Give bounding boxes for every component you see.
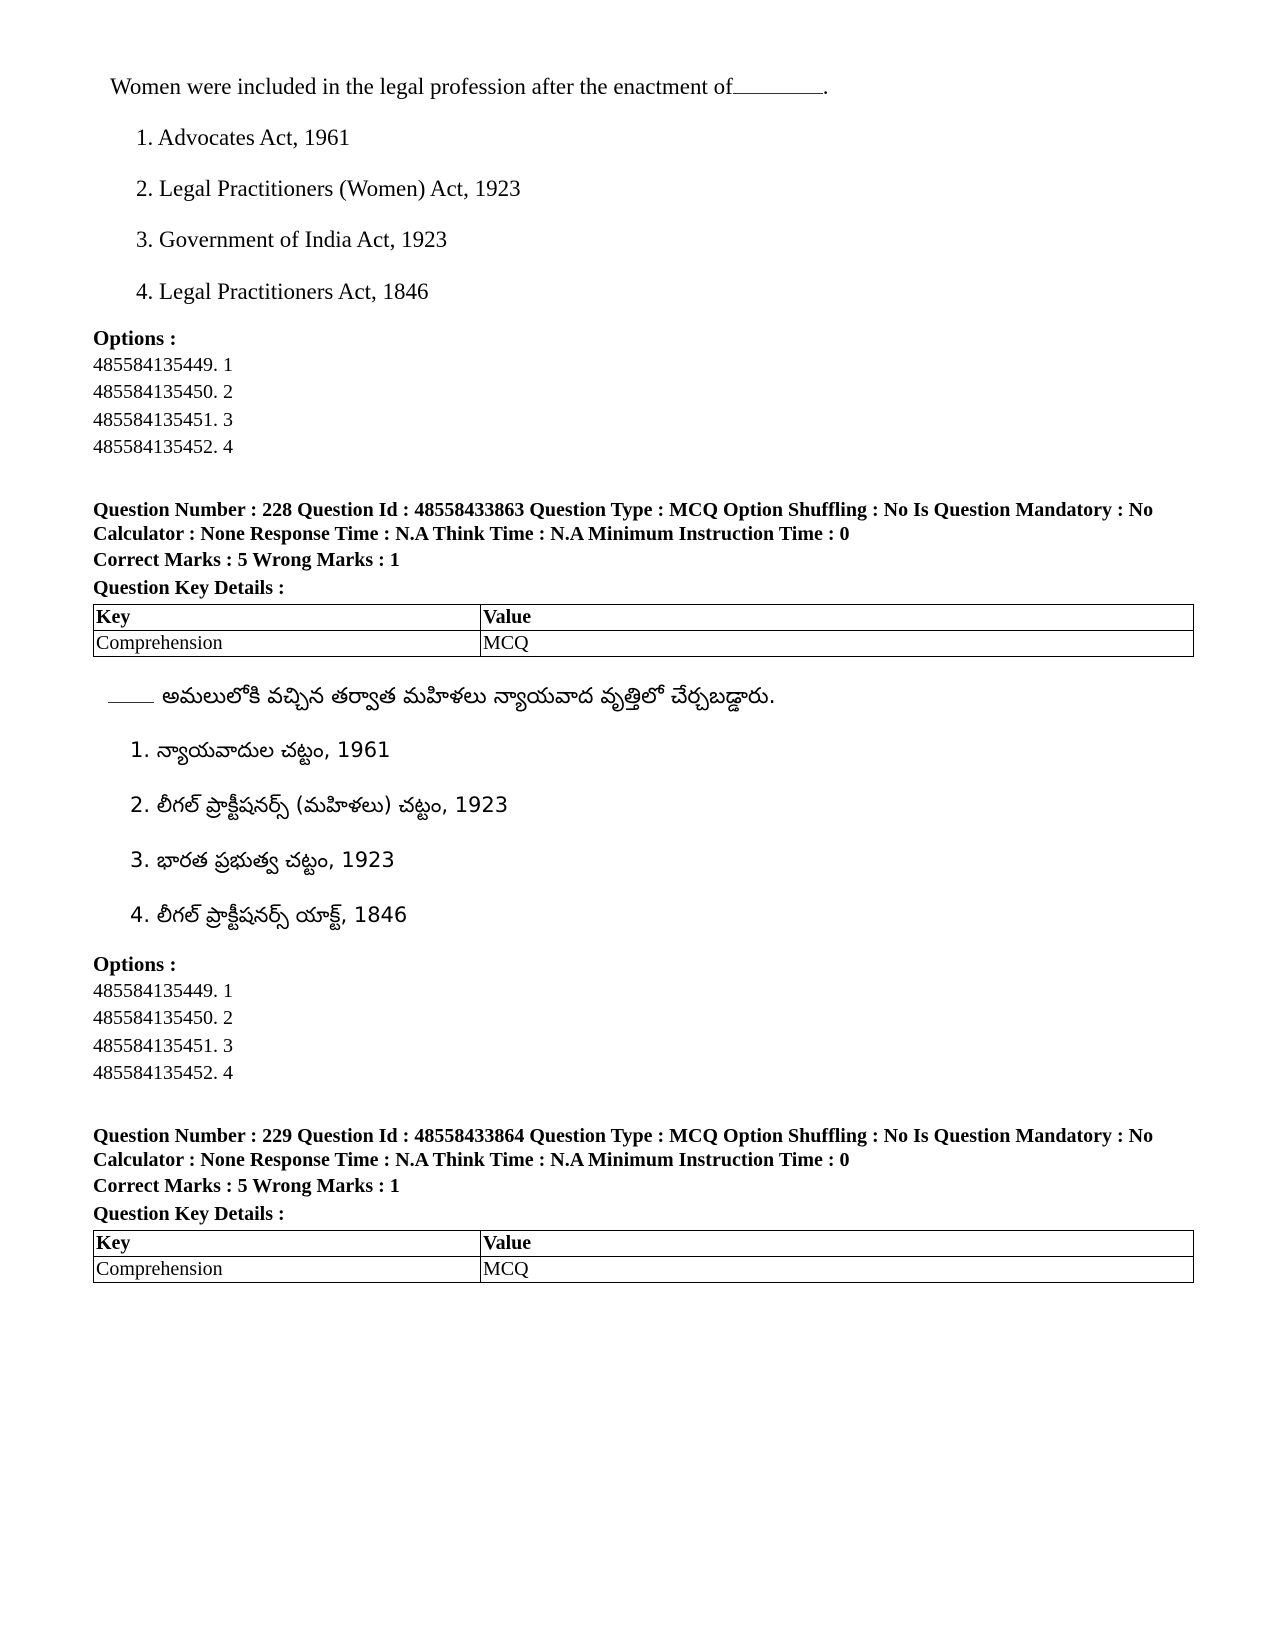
marks-229: Correct Marks : 5 Wrong Marks : 1 — [93, 1175, 400, 1197]
question-stem-telugu — [108, 684, 776, 714]
question-stem-text: Women were included in the legal profession after the enactment of — [110, 74, 733, 99]
option-line-3: 485584135451. 3 — [93, 409, 233, 431]
question-meta-228: Question Number : 228 Question Id : 48558433863 Question Type : MCQ Option Shuffling : No Is Question Mandatory : No Calculator : None Response Time : N.A Think Time : N.A Minimum Instruction Time : 0 — [93, 499, 1154, 545]
question-stem-english — [110, 74, 829, 100]
question-item-3: 3. Government of India Act, 1923 — [136, 227, 448, 252]
question-item-1: 1. Advocates Act, 1961 — [136, 125, 350, 150]
question-stem-text: అమలులోకి వచ్చిన తర్వాత మహిళలు న్యాయవాద వృత్తిలో చేర్చబడ్డారు. — [162, 684, 776, 709]
question-item-2: 2. Legal Practitioners (Women) Act, 1923 — [136, 176, 521, 201]
table-header-key: Key — [94, 605, 481, 631]
option-line-3: 485584135451. 3 — [93, 1035, 233, 1057]
answer-blank — [733, 75, 823, 94]
table-cell-value: MCQ — [481, 631, 1194, 657]
table-header-row — [94, 1231, 1194, 1257]
question-stem-end: . — [822, 74, 829, 99]
marks-228: Correct Marks : 5 Wrong Marks : 1 — [93, 549, 400, 571]
key-table-229 — [93, 1230, 1194, 1283]
question-item-4: 4. లీగల్ ప్రాక్టీషనర్స్ యాక్ట్, 1846 — [130, 903, 408, 927]
answer-blank — [108, 684, 154, 703]
option-line-4: 485584135452. 4 — [93, 1062, 233, 1084]
options-title: Options : — [93, 952, 177, 976]
table-header-value: Value — [481, 1231, 1194, 1257]
question-item-1: 1. న్యాయవాదుల చట్టం, 1961 — [130, 738, 391, 762]
key-details-title-228: Question Key Details : — [93, 577, 285, 599]
question-item-3: 3. భారత ప్రభుత్వ చట్టం, 1923 — [130, 848, 395, 872]
table-header-row — [94, 605, 1194, 631]
table-row — [94, 631, 1194, 657]
option-line-1: 485584135449. 1 — [93, 980, 233, 1002]
option-line-2: 485584135450. 2 — [93, 381, 233, 403]
key-details-title-229: Question Key Details : — [93, 1203, 285, 1225]
option-line-1: 485584135449. 1 — [93, 354, 233, 376]
option-line-4: 485584135452. 4 — [93, 436, 233, 458]
table-row — [94, 1257, 1194, 1283]
table-header-value: Value — [481, 605, 1194, 631]
question-item-2: 2. లీగల్ ప్రాక్టీషనర్స్ (మహిళలు) చట్టం, 1923 — [130, 793, 509, 817]
table-cell-key: Comprehension — [94, 631, 481, 657]
table-cell-key: Comprehension — [94, 1257, 481, 1283]
options-title: Options : — [93, 326, 177, 350]
key-table-228 — [93, 604, 1194, 657]
table-header-key: Key — [94, 1231, 481, 1257]
table-cell-value: MCQ — [481, 1257, 1194, 1283]
question-meta-229: Question Number : 229 Question Id : 48558433864 Question Type : MCQ Option Shuffling : No Is Question Mandatory : No Calculator : None Response Time : N.A Think Time : N.A Minimum Instruction Time : 0 — [93, 1125, 1154, 1171]
question-item-4: 4. Legal Practitioners Act, 1846 — [136, 279, 429, 304]
option-line-2: 485584135450. 2 — [93, 1007, 233, 1029]
